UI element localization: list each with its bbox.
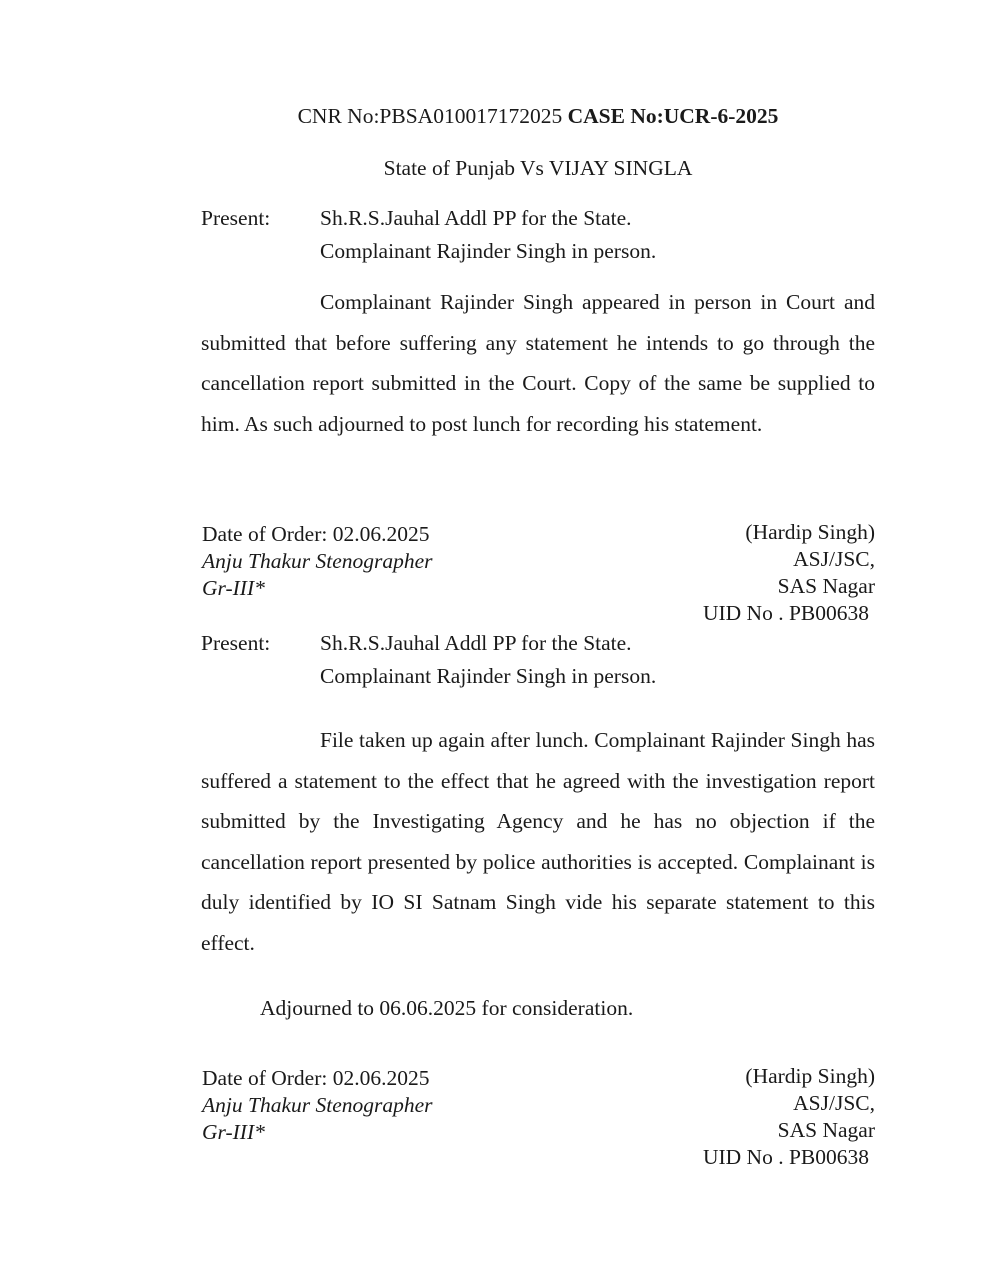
stenographer-name: Anju Thakur Stenographer xyxy=(202,1093,433,1117)
judge-uid: UID No . PB00638 xyxy=(702,601,869,625)
order-body xyxy=(201,720,875,963)
judge-uid: UID No . PB00638 xyxy=(702,1145,869,1169)
stenographer-grade: Gr-III* xyxy=(202,576,265,600)
judge-name: (Hardip Singh) xyxy=(745,1064,875,1088)
order-footer-left xyxy=(202,521,433,602)
order-paragraph: Complainant Rajinder Singh appeared in person in Court and submitted that before suffering any statement he intends to go through the cancellation report submitted in the Court. Copy of the same be supplied to him. As such adjourned to post lunch for recording his statement. xyxy=(201,290,875,436)
cnr-number: CNR No:PBSA010017172025 xyxy=(297,104,563,128)
judge-location: SAS Nagar xyxy=(777,574,875,598)
stenographer-name: Anju Thakur Stenographer xyxy=(202,549,433,573)
order-body xyxy=(201,282,875,444)
present-line: Complainant Rajinder Singh in person. xyxy=(320,664,657,688)
present-label: Present: xyxy=(201,206,271,230)
date-of-order: Date of Order: 02.06.2025 xyxy=(202,522,430,546)
judge-signature xyxy=(600,1063,875,1171)
judge-name: (Hardip Singh) xyxy=(745,520,875,544)
judge-location: SAS Nagar xyxy=(777,1118,875,1142)
present-label: Present: xyxy=(201,631,271,655)
date-of-order: Date of Order: 02.06.2025 xyxy=(202,1066,430,1090)
order-paragraph: File taken up again after lunch. Complainant Rajinder Singh has suffered a statement to the effect that he agreed with the investigation report submitted by the Investigating Agency and he has no objection if the cancellation report presented by police authorities is accepted. Complainant is duly identified by IO SI Satnam Singh vide his separate statement to this effect. xyxy=(201,728,875,955)
case-title: State of Punjab Vs VIJAY SINGLA xyxy=(383,156,693,180)
stenographer-grade: Gr-III* xyxy=(202,1120,265,1144)
case-number: CASE No:UCR-6-2025 xyxy=(567,104,779,128)
case-header xyxy=(0,104,1003,129)
adjournment-note: Adjourned to 06.06.2025 for consideration. xyxy=(260,996,634,1020)
order-footer-left xyxy=(202,1065,433,1146)
judge-designation: ASJ/JSC, xyxy=(793,547,875,571)
judge-signature xyxy=(600,519,875,627)
present-line: Sh.R.S.Jauhal Addl PP for the State. xyxy=(320,631,632,655)
present-line: Complainant Rajinder Singh in person. xyxy=(320,239,657,263)
present-line: Sh.R.S.Jauhal Addl PP for the State. xyxy=(320,206,632,230)
judge-designation: ASJ/JSC, xyxy=(793,1091,875,1115)
